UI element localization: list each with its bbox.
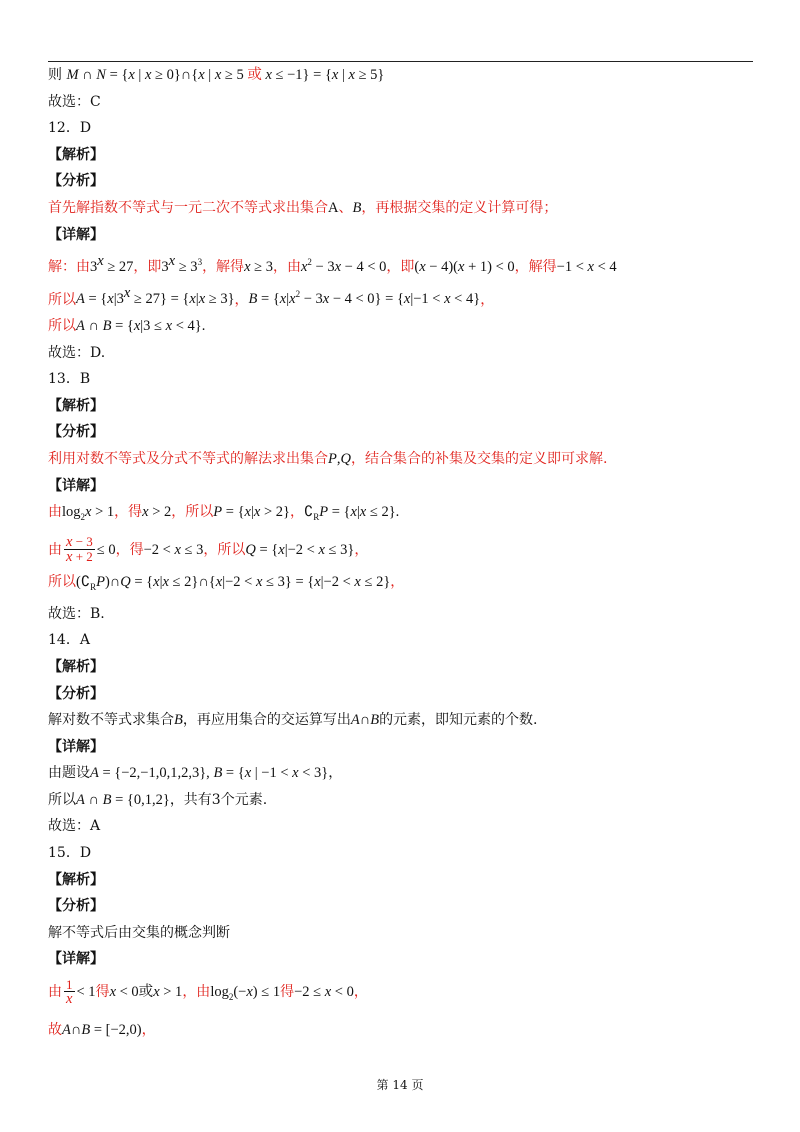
fenxi-heading-14: 【分析】 [48, 685, 104, 702]
fenxi-heading-13: 【分析】 [48, 424, 104, 441]
analysis-12: 首先解指数不等式与一元二次不等式求出集合A、B，再根据交集的定义计算可得； [48, 199, 558, 216]
page-number: 第 14 页 [376, 1078, 424, 1092]
line-1: 则 M ∩ N = {x | x ≥ 0}∩{x | x ≥ 5 或 x ≤ −1} = {x | x ≥ 5} [48, 67, 385, 83]
question-13-answer: 13．B [48, 371, 91, 388]
detail-12-line-3: 所以A ∩ B = {x|3 ≤ x < 4}. [48, 318, 206, 334]
question-15-answer: 15．D [48, 845, 92, 862]
analysis-15: 解不等式后由交集的概念判断 [48, 924, 230, 941]
fenxi-heading-12: 【分析】 [48, 173, 104, 190]
document-body [48, 64, 753, 1045]
jiexi-heading-15: 【解析】 [48, 871, 104, 888]
detail-14-line-2: 所以A ∩ B = {0,1,2}，共有3个元素. [48, 791, 268, 808]
question-14-answer: 14．A [48, 632, 90, 649]
xiangjie-heading-14: 【详解】 [48, 738, 104, 755]
choice-14: 故选：A [48, 818, 101, 835]
header-rule [48, 61, 753, 62]
detail-13-line-2: 由 $\frac{x - 3}{x + 2}$ ≤ 0，得−2 < x ≤ 3，所以Q = {x|−2 < x ≤ 3}， [48, 534, 369, 566]
detail-13-line-1: 由$\log_2x > 1$，得x > 2，所以P = {x|x > 2}，$∁_RP = \{x|x \le 2\}$. [48, 504, 400, 523]
choice-12: 故选：D. [48, 344, 106, 361]
question-12-answer: 12．D [48, 120, 92, 137]
detail-15-line-1: 由 $\frac{1}{x}$ < 1得x < 0或x > 1，由$\log_2(-x) \le 1$得−2 ≤ x < 0， [48, 977, 368, 1008]
detail-13-line-3: 所以$(∁_RP)\cap Q = \{x|x$ ≤ 2}∩{x|−2 < x ≤ 3} = {x|−2 < x ≤ 2}， [48, 574, 405, 593]
line-2: 故选：C [48, 93, 101, 110]
xiangjie-heading-12: 【详解】 [48, 226, 104, 243]
jiexi-heading-12: 【解析】 [48, 146, 104, 163]
detail-12-line-1: 解：由$3^x \ge 27$，即$3^x \ge 3^3$，解得x ≥ 3，由$x^2 - 3x - 4 < 0$，即(x − 4)(x + 1) < 0，解得−1 < x < 4 [48, 253, 617, 275]
xiangjie-heading-15: 【详解】 [48, 951, 104, 968]
jiexi-heading-14: 【解析】 [48, 658, 104, 675]
analysis-13: 利用对数不等式及分式不等式的解法求出集合P,Q，结合集合的补集及交集的定义即可求解. [48, 450, 608, 467]
detail-15-line-2: 故A∩B = [−2,0)， [48, 1021, 156, 1038]
fenxi-heading-15: 【分析】 [48, 898, 104, 915]
detail-12-line-2: 所以$A = \{x|3^x \ge 27\} = \{x|x \ge 3\}$，$B = \{x|x^2 - 3x - 4 < 0\} = \{x|-1 < x < 4\}$， [48, 285, 495, 308]
jiexi-heading-13: 【解析】 [48, 397, 104, 414]
detail-14-line-1: 由题设A = {−2,−1,0,1,2,3}, B = {x | −1 < x < 3}， [48, 765, 343, 782]
choice-13: 故选：B. [48, 605, 105, 622]
analysis-14: 解对数不等式求集合B，再应用集合的交运算写出A∩B的元素，即知元素的个数. [48, 712, 538, 729]
xiangjie-heading-13: 【详解】 [48, 477, 104, 494]
